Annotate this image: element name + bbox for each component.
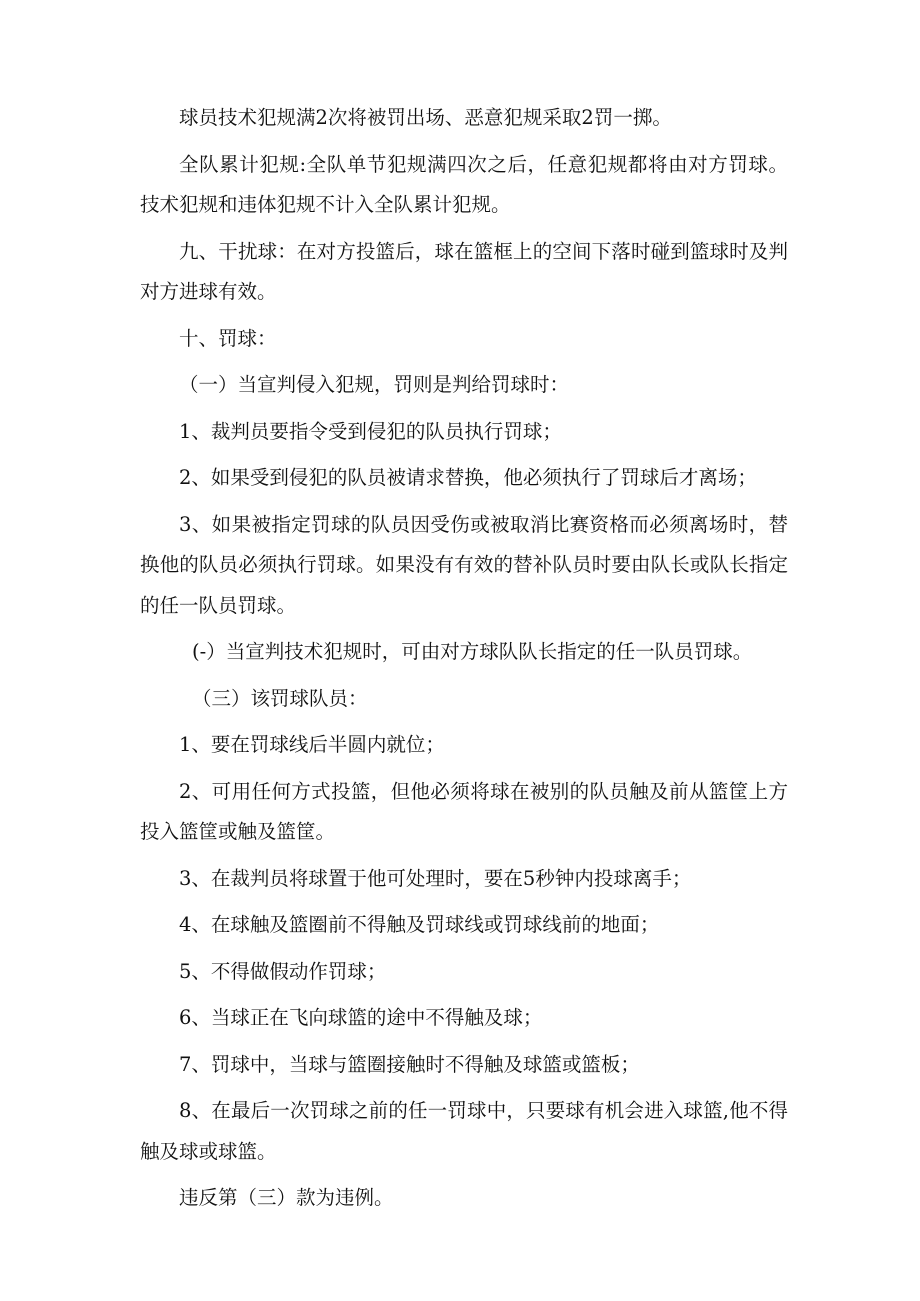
- list-item: 3、如果被指定罚球的队员因受伤或被取消比赛资格而必须离场时，替换他的队员必须执行罚球。如果没有有效的替补队员时要由队长或队长指定的任一队员罚球。: [140, 512, 788, 617]
- paragraph-goaltending: 九、干扰球：在对方投篮后，球在篮框上的空间下落时碰到篮球时及判对方进球有效。: [140, 239, 788, 303]
- paragraph-technical-foul-free-throws: (-）当宣判技术犯规时，可由对方球队队长指定的任一队员罚球。: [192, 640, 753, 663]
- list-item: 6、当球正在飞向球篮的途中不得触及球；: [179, 1006, 543, 1029]
- list-item: 1、裁判员要指令受到侵犯的队员执行罚球；: [179, 419, 562, 443]
- paragraph-personal-foul-free-throws: （一）当宣判侵入犯规，罚则是判给罚球时：: [179, 373, 570, 396]
- list-item: 8、在最后一次罚球之前的任一罚球中，只要球有机会进入球篮,他不得触及球或球篮。: [140, 1099, 788, 1163]
- list-item: 5、不得做假动作罚球；: [179, 959, 387, 983]
- paragraph-free-thrower: （三）该罚球队员：: [192, 686, 368, 710]
- paragraph-violation-note: 违反第（三）款为违例。: [179, 1186, 394, 1209]
- list-item: 4、在球触及篮圈前不得触及罚球线或罚球线前的地面；: [179, 913, 660, 936]
- list-item: 2、如果受到侵犯的队员被请求替换，他必须执行了罚球后才离场；: [179, 466, 757, 489]
- list-item: 2、可用任何方式投篮，但他必须将球在被别的队员触及前从篮筐上方投入篮筐或触及篮筐。: [140, 779, 788, 843]
- paragraph-player-technical-fouls: 球员技术犯规满2次将被罚出场、恶意犯规采取2罚一掷。: [179, 106, 672, 129]
- list-item: 7、罚球中，当球与篮圈接触时不得触及球篮或篮板；: [179, 1052, 640, 1076]
- list-item: 1、要在罚球线后半圆内就位；: [179, 733, 445, 756]
- section-heading-free-throws: 十、罚球：: [179, 326, 277, 350]
- list-item: 3、在裁判员将球置于他可处理时，要在5秒钟内投球离手；: [179, 866, 692, 890]
- paragraph-team-fouls: 全队累计犯规:全队单节犯规满四次之后，任意犯规都将由对方罚球。技术犯规和违体犯规不计入全队累计犯规。: [140, 152, 788, 216]
- document-page: [140, 98, 788, 1225]
